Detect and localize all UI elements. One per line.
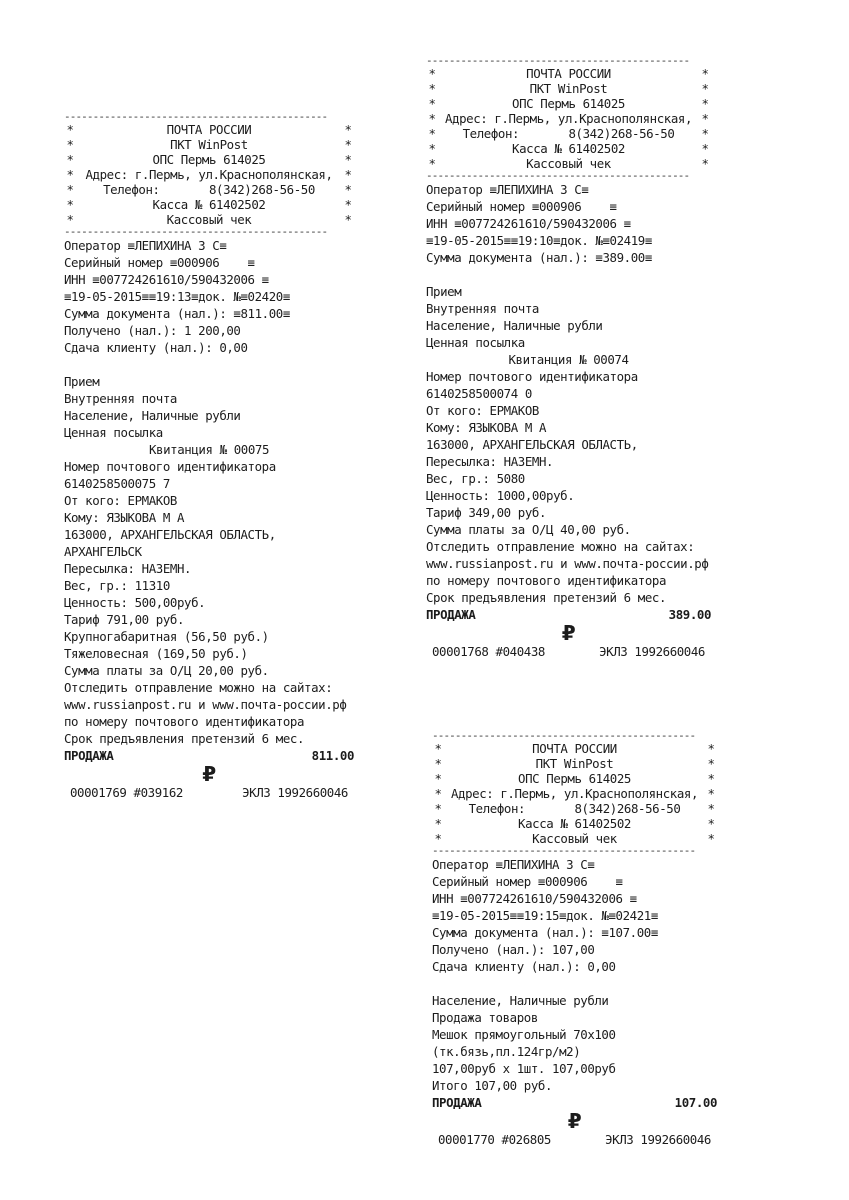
inn-line: ИНН ≡007724261610/590432006 ≡ bbox=[426, 216, 631, 231]
item-price-line: 107,00руб х 1шт. 107,00руб bbox=[432, 1061, 616, 1076]
body-line: Вес, гр.: 5080 bbox=[426, 471, 525, 486]
footer-eklz: ЭКЛЗ 1992660046 bbox=[599, 644, 705, 659]
separator-line: ---------------------------------------------- bbox=[64, 227, 328, 237]
receipt-00074 bbox=[426, 56, 711, 660]
serial-line: Серийный номер ≡000906 ≡ bbox=[426, 199, 617, 214]
body-line: Вес, гр.: 11310 bbox=[64, 578, 170, 593]
ruble-icon: ₽ bbox=[567, 1109, 582, 1133]
tracking-number: 6140258500075 7 bbox=[64, 476, 170, 491]
body-line: Прием bbox=[64, 374, 100, 389]
body-line: Внутренняя почта bbox=[426, 301, 539, 316]
body-line: Сумма платы за О/Ц 40,00 руб. bbox=[426, 522, 631, 537]
operator-line: Оператор ≡ЛЕПИХИНА З С≡ bbox=[426, 182, 589, 197]
cash-register: Касса № 61402502 bbox=[512, 141, 625, 156]
terminal-name: ПКТ WinPost bbox=[170, 137, 248, 152]
body-line: Тяжеловесная (169,50 руб.) bbox=[64, 646, 248, 661]
inn-line: ИНН ≡007724261610/590432006 ≡ bbox=[432, 891, 637, 906]
body-line: Кому: ЯЗЫКОВА М А bbox=[64, 510, 185, 525]
office-name: ОПС Пермь 614025 bbox=[518, 771, 631, 786]
body-line: Ценность: 1000,00руб. bbox=[426, 488, 575, 503]
footer-doc-number: 00001768 #040438 bbox=[432, 644, 545, 659]
document-total-line: Сумма документа (нал.): ≡811.00≡ bbox=[64, 306, 290, 321]
body-line: Внутренняя почта bbox=[64, 391, 177, 406]
total-line: Итого 107,00 руб. bbox=[432, 1078, 553, 1093]
body-line: Срок предъявления претензий 6 мес. bbox=[426, 590, 667, 605]
footer-doc-number: 00001770 #026805 bbox=[438, 1132, 551, 1147]
ruble-icon: ₽ bbox=[202, 762, 216, 786]
body-line: От кого: ЕРМАКОВ bbox=[426, 403, 539, 418]
item-name: Мешок прямоугольный 70х100 bbox=[432, 1027, 616, 1042]
receipt-footer bbox=[426, 643, 711, 660]
office-phone: Телефон: 8(342)268-56-50 bbox=[468, 801, 681, 816]
office-address: Адрес: г.Пермь, ул.Краснополянская, bbox=[450, 786, 699, 801]
separator-line: ---------------------------------------------- bbox=[432, 846, 696, 856]
change-line: Сдача клиенту (нал.): 0,00 bbox=[432, 959, 616, 974]
footer-eklz: ЭКЛЗ 1992660046 bbox=[242, 785, 348, 800]
body-line: АРХАНГЕЛЬСК bbox=[64, 544, 142, 559]
receipt-goods-sale bbox=[432, 731, 717, 1148]
sale-amount: 389.00 bbox=[668, 607, 711, 622]
sale-label: ПРОДАЖА bbox=[64, 748, 114, 763]
inn-line: ИНН ≡007724261610/590432006 ≡ bbox=[64, 272, 269, 287]
office-name: ОПС Пермь 614025 bbox=[512, 96, 625, 111]
office-name: ОПС Пермь 614025 bbox=[152, 152, 266, 167]
terminal-name: ПКТ WinPost bbox=[535, 756, 614, 771]
terminal-name: ПКТ WinPost bbox=[529, 81, 608, 96]
receipt-info bbox=[64, 237, 354, 356]
office-phone: Телефон: 8(342)268-56-50 bbox=[103, 182, 315, 197]
receipt-header: * ПОЧТА РОССИИ * * ПКТ WinPost * * ОПС Пермь 614025 * * Адрес: г.Пермь, ул.Краснополянская, * * Телефон: 8(342)268-56-50 * * Касса № 61402502 * * Кассовый чек * bbox=[66, 122, 352, 227]
document-total-line: Сумма документа (нал.): ≡389.00≡ bbox=[426, 250, 652, 265]
item-spec: (тк.бязь,пл.124гр/м2) bbox=[432, 1044, 581, 1059]
datetime-line: ≡19-05-2015≡≡19:10≡док. №≡02419≡ bbox=[426, 233, 652, 248]
body-line: по номеру почтового идентификатора bbox=[64, 714, 305, 729]
body-line: Номер почтового идентификатора bbox=[64, 459, 276, 474]
receipt-00075 bbox=[64, 112, 354, 801]
body-line: Срок предъявления претензий 6 мес. bbox=[64, 731, 305, 746]
body-line: Тариф 791,00 руб. bbox=[64, 612, 185, 627]
receipt-type: Кассовый чек bbox=[532, 831, 617, 846]
office-address: Адрес: г.Пермь, ул.Краснополянская, bbox=[85, 167, 333, 182]
operator-line: Оператор ≡ЛЕПИХИНА З С≡ bbox=[432, 857, 595, 872]
body-line: Пересылка: НАЗЕМН. bbox=[426, 454, 554, 469]
body-line: Отследить отправление можно на сайтах: bbox=[64, 680, 333, 695]
datetime-line: ≡19-05-2015≡≡19:13≡док. №≡02420≡ bbox=[64, 289, 290, 304]
office-address: Адрес: г.Пермь, ул.Краснополянская, bbox=[444, 111, 693, 126]
body-line: Ценная посылка bbox=[426, 335, 525, 350]
change-line: Сдача клиенту (нал.): 0,00 bbox=[64, 340, 248, 355]
body-line: www.russianpost.ru и www.почта-россии.рф bbox=[64, 697, 347, 712]
body-line: Кому: ЯЗЫКОВА М А bbox=[426, 420, 547, 435]
org-name: ПОЧТА РОССИИ bbox=[166, 122, 252, 137]
receipt-number: Квитанция № 00075 bbox=[148, 442, 270, 457]
serial-line: Серийный номер ≡000906 ≡ bbox=[432, 874, 623, 889]
receipt-type: Кассовый чек bbox=[526, 156, 611, 171]
sale-label: ПРОДАЖА bbox=[426, 607, 476, 622]
body-line: Продажа товаров bbox=[432, 1010, 538, 1025]
org-name: ПОЧТА РОССИИ bbox=[526, 66, 611, 81]
serial-line: Серийный номер ≡000906 ≡ bbox=[64, 255, 255, 270]
receipt-footer bbox=[432, 1131, 717, 1148]
received-line: Получено (нал.): 1 200,00 bbox=[64, 323, 241, 338]
separator-line: ---------------------------------------------- bbox=[426, 56, 690, 66]
body-line: Прием bbox=[426, 284, 462, 299]
ruble-icon: ₽ bbox=[561, 621, 576, 645]
body-line: 163000, АРХАНГЕЛЬСКАЯ ОБЛАСТЬ, bbox=[426, 437, 638, 452]
received-line: Получено (нал.): 107,00 bbox=[432, 942, 595, 957]
receipt-header: * ПОЧТА РОССИИ * * ПКТ WinPost * * ОПС Пермь 614025 * * Адрес: г.Пермь, ул.Краснополянская, * * Телефон: 8(342)268-56-50 * * Касса № 61402502 * * Кассовый чек * bbox=[434, 741, 715, 846]
org-name: ПОЧТА РОССИИ bbox=[532, 741, 617, 756]
body-line: Ценная посылка bbox=[64, 425, 163, 440]
operator-line: Оператор ≡ЛЕПИХИНА З С≡ bbox=[64, 238, 227, 253]
tracking-number: 6140258500074 0 bbox=[426, 386, 532, 401]
sale-label: ПРОДАЖА bbox=[432, 1095, 482, 1110]
body-line: Крупногабаритная (56,50 руб.) bbox=[64, 629, 269, 644]
body-line: 163000, АРХАНГЕЛЬСКАЯ ОБЛАСТЬ, bbox=[64, 527, 276, 542]
body-line: Пересылка: НАЗЕМН. bbox=[64, 561, 192, 576]
receipt-body bbox=[432, 992, 717, 1094]
receipt-info bbox=[432, 856, 717, 975]
sale-amount: 107.00 bbox=[674, 1095, 717, 1110]
body-line: Население, Наличные рубли bbox=[432, 993, 609, 1008]
body-line: Население, Наличные рубли bbox=[64, 408, 241, 423]
footer-eklz: ЭКЛЗ 1992660046 bbox=[605, 1132, 711, 1147]
receipt-body bbox=[426, 283, 711, 606]
datetime-line: ≡19-05-2015≡≡19:15≡док. №≡02421≡ bbox=[432, 908, 658, 923]
body-line: Ценность: 500,00руб. bbox=[64, 595, 206, 610]
receipt-footer bbox=[64, 784, 354, 801]
footer-doc-number: 00001769 #039162 bbox=[70, 785, 183, 800]
document-total-line: Сумма документа (нал.): ≡107.00≡ bbox=[432, 925, 658, 940]
body-line: Тариф 349,00 руб. bbox=[426, 505, 547, 520]
separator-line: ---------------------------------------------- bbox=[64, 112, 328, 122]
receipt-body bbox=[64, 373, 354, 747]
body-line: по номеру почтового идентификатора bbox=[426, 573, 667, 588]
receipt-header: * ПОЧТА РОССИИ * * ПКТ WinPost * * ОПС Пермь 614025 * * Адрес: г.Пермь, ул.Краснополянская, * * Телефон: 8(342)268-56-50 * * Касса № 61402502 * * Кассовый чек * bbox=[428, 66, 709, 171]
cash-register: Касса № 61402502 bbox=[518, 816, 631, 831]
receipt-info bbox=[426, 181, 711, 266]
body-line: Население, Наличные рубли bbox=[426, 318, 603, 333]
separator-line: ---------------------------------------------- bbox=[432, 731, 696, 741]
body-line: Сумма платы за О/Ц 20,00 руб. bbox=[64, 663, 269, 678]
receipt-number: Квитанция № 00074 bbox=[508, 352, 629, 367]
body-line: www.russianpost.ru и www.почта-россии.рф bbox=[426, 556, 709, 571]
sale-amount: 811.00 bbox=[311, 748, 354, 763]
separator-line: ---------------------------------------------- bbox=[426, 171, 690, 181]
receipt-type: Кассовый чек bbox=[166, 212, 252, 227]
office-phone: Телефон: 8(342)268-56-50 bbox=[462, 126, 675, 141]
cash-register: Касса № 61402502 bbox=[152, 197, 266, 212]
body-line: От кого: ЕРМАКОВ bbox=[64, 493, 177, 508]
body-line: Номер почтового идентификатора bbox=[426, 369, 638, 384]
body-line: Отследить отправление можно на сайтах: bbox=[426, 539, 695, 554]
